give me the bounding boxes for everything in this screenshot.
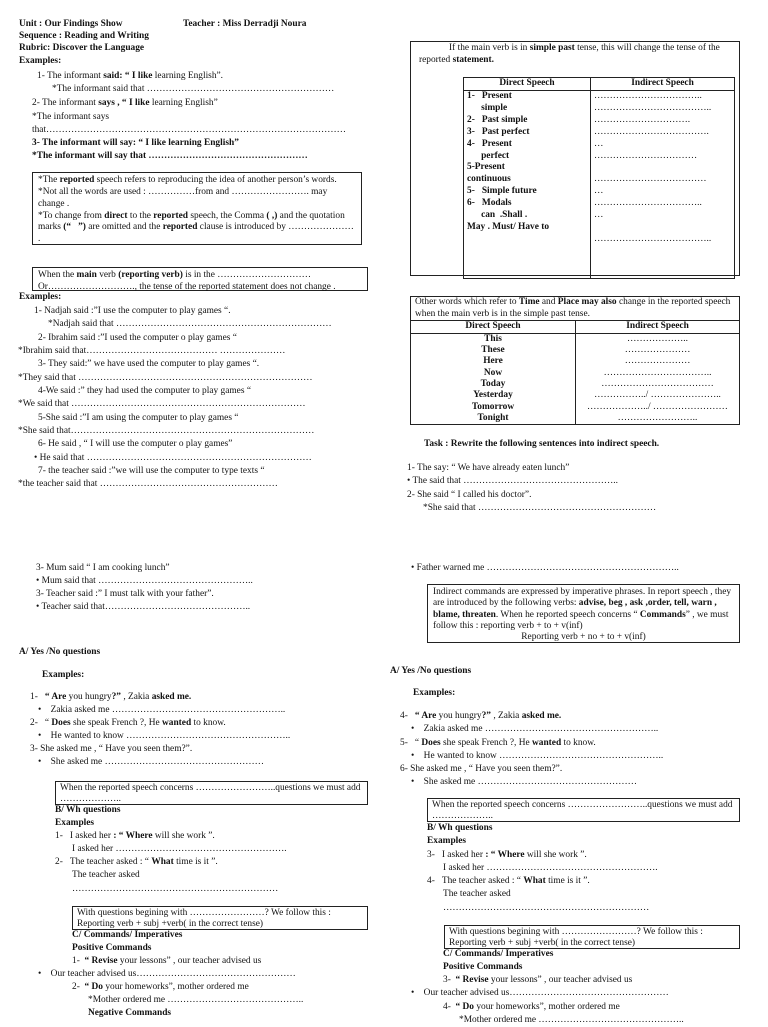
imperative-text: Indirect commands are expressed by imperative phrases. In report speech , they are introduced by the following verbs: advise, beg , ask ,order, tell, warn , blame, threaten. When he reported speech concerns “ Commands” , we must follow this : reporting verb + to + v(inf)	[433, 587, 732, 631]
list-item: • Mum said that …………………………………………..	[36, 576, 253, 587]
definition-box: *The reported speech refers to reproducing the idea of another person’s words. *Not all the words are used : ……………from and ……………………. may change . *To change from direct to the reported speech, the Comma ( ,) and the quotation marks (“ ”) are omitted and the reported clause is introduced by ………………… .	[32, 172, 362, 245]
right-q2: 5- “ Does she speak French ?, He wanted to know.	[400, 738, 596, 748]
right-wh-heading: B/ Wh questions	[427, 823, 493, 833]
right-q2-answer: • He wanted to know ……………………………………………..	[411, 751, 664, 761]
right-yes-no-heading: A/ Yes /No questions	[390, 666, 472, 676]
table-row	[411, 333, 740, 345]
right-c2: 4- “ Do your homeworks”, mother ordered me	[443, 1002, 620, 1012]
rubric-title: Rubric: Discover the Language	[19, 43, 145, 53]
left-wh-box: With questions begining with ……………………? We follow this : Reporting verb + subj +verb( in the correct tense)	[72, 906, 368, 930]
right-wh-box: With questions begining with ……………………? We follow this : Reporting verb + subj +verb( in the correct tense)	[444, 925, 740, 949]
indirect-word: ……………………..	[576, 413, 740, 425]
direct-word: Tonight	[411, 413, 576, 425]
left-yes-no-heading: A/ Yes /No questions	[19, 647, 101, 657]
right-c1: 3- “ Revise your lessons” , our teacher advised us	[443, 975, 633, 985]
right-c1-answer: • Our teacher advised us……………………………………………	[411, 988, 669, 998]
examples-2-list	[18, 305, 332, 492]
left-negative-heading: Negative Commands	[88, 1008, 172, 1018]
tense-indirect-column: …………………………….. ……………………………….. …………………………. ………………………………. … …………………………… ……………………………… … …………………………….. … ………………………………..	[591, 90, 735, 278]
list-item: 5-She said :”I am using the computer to play games “	[38, 412, 239, 423]
list-item: 3- They said:” we have used the computer to play games “.	[38, 359, 260, 370]
direct-word: Yesterday	[411, 390, 576, 401]
indirect-word: ………………../ ……………………	[576, 402, 740, 413]
main-verb-box	[32, 267, 368, 291]
list-item: • The said that …………………………………………..	[407, 476, 618, 487]
left-wh2: 2- The teacher asked : “ What time is it ”.	[55, 857, 218, 867]
example-1-answer: *The informant said that ……………………………………………………	[52, 84, 335, 94]
example-2: 2- The informant says , “ I like learning English”	[32, 98, 218, 108]
table-row	[411, 402, 740, 413]
list-item: *We said that …………………………………………………………………	[18, 399, 306, 410]
right-q3-answer: • She asked me ……………………………………………	[411, 777, 637, 787]
list-item: *Ibrahim said that…………………………………… …………………	[18, 346, 286, 357]
left-c1-answer: • Our teacher advised us……………………………………………	[38, 969, 296, 979]
direct-word: Tomorrow	[411, 402, 576, 413]
indirect-word: ……………../ …………………..	[576, 390, 740, 401]
example-3-answer: *The informant will say that ……………………………………………	[32, 151, 308, 161]
left-examples-heading: Examples:	[42, 670, 85, 680]
examples-heading: Examples:	[19, 56, 62, 66]
left-wh1-answer: I asked her ……………………………………………….	[72, 844, 287, 854]
left-c2-answer: *Mother ordered me ……………………………………..	[88, 995, 304, 1005]
list-item: 2- Ibrahim said :”I used the computer o play games “	[38, 332, 237, 343]
main-verb-line-1: When the main verb (reporting verb) is in the …………………………	[38, 270, 311, 280]
simple-past-box	[410, 41, 740, 276]
list-item: *Nadjah said that ……………………………………………………………	[48, 319, 332, 330]
list-item: 3- Teacher said :” I must talk with your father”.	[36, 589, 214, 600]
table-row	[411, 379, 740, 390]
example-1: 1- The informant said: “ I like learning English”.	[37, 71, 224, 81]
left-wh-examples: Examples	[55, 818, 95, 828]
example-2-answer: *The informant says	[32, 112, 110, 122]
imperative-box	[427, 584, 740, 643]
left-q1: 1- “ Are you hungry?” , Zakia asked me.	[30, 692, 192, 702]
time-head-indirect: Indirect Speech	[576, 321, 740, 334]
table-row	[411, 390, 740, 401]
tense-direct-column: 1- Present simple 2- Past simple 3- Past perfect 4- Present perfect 5-Present continuous 5- Simple future 6- Modals can .Shall . May . Must/ Have to	[464, 90, 591, 278]
examples-3-list	[36, 562, 253, 615]
task-list	[407, 462, 656, 515]
sequence-title: Sequence : Reading and Writing	[19, 31, 149, 41]
indirect-word: ………………..	[576, 333, 740, 345]
indirect-word: ………………………………	[576, 379, 740, 390]
list-item: 4-We said :” they had used the computer to play games “	[38, 386, 251, 397]
table-row	[411, 345, 740, 356]
list-item: 1- The say: “ We have already eaten lunch”	[407, 463, 570, 473]
list-item: 2- She said “ I called his doctor”.	[407, 489, 532, 500]
indirect-word: ……………………………..	[576, 368, 740, 379]
list-item: 7- the teacher said :”we will use the computer to type texts “	[38, 466, 265, 477]
left-wh2-answer: The teacher asked	[72, 870, 140, 880]
left-positive-heading: Positive Commands	[72, 943, 152, 953]
unit-title: Unit : Our Findings Show	[19, 19, 123, 29]
list-item: *She said that …………………………………………………	[423, 503, 657, 514]
right-wh2-answer-line: …………………………………………………………	[443, 903, 650, 913]
direct-word: This	[411, 333, 576, 345]
tense-head-direct: Direct Speech	[464, 78, 591, 91]
table-row	[411, 368, 740, 379]
right-commands-heading: C/ Commands/ Imperatives	[443, 949, 554, 959]
direct-word: Now	[411, 368, 576, 379]
direct-word: Today	[411, 379, 576, 390]
task-title: Task : Rewrite the following sentences into indirect speech.	[424, 439, 660, 449]
list-item: *the teacher said that …………………………………………………	[18, 479, 278, 490]
list-item: *She said that……………………………………………………………………	[18, 426, 315, 437]
direct-word: Here	[411, 356, 576, 367]
right-q1-answer: • Zakia asked me ………………………………………………..	[411, 724, 659, 734]
right-wh1: 3- I asked her : “ Where will she work ”.	[427, 850, 587, 860]
left-q3: 3- She asked me , “ Have you seen them?”.	[30, 744, 193, 754]
right-q1: 4- “ Are you hungry?” , Zakia asked me.	[400, 711, 562, 721]
left-c1: 1- “ Revise your lessons” , our teacher advised us	[72, 956, 262, 966]
left-yes-no-box: When the reported speech concerns ……………………..questions we must add ………………..	[55, 781, 368, 805]
left-wh2-answer-line: …………………………………………………………	[72, 884, 279, 894]
right-positive-heading: Positive Commands	[443, 962, 523, 972]
examples-2-heading: Examples:	[19, 292, 62, 302]
right-wh2: 4- The teacher asked : “ What time is it ”.	[427, 876, 590, 886]
left-wh1: 1- I asked her : “ Where will she work ”.	[55, 831, 215, 841]
right-c2-answer: *Mother ordered me ………………………………………..	[459, 1015, 684, 1025]
other-words-intro: Other words which refer to Time and Place may also change in the reported speech when the main verb is in the simple past tense.	[410, 296, 740, 321]
right-wh1-answer: I asked her ……………………………………………….	[443, 863, 658, 873]
list-item: *They said that …………………………………………………………………	[18, 372, 313, 383]
main-verb-line-2: Or………………………., the tense of the reported statement does not change .	[38, 281, 336, 292]
indirect-word: …………………	[576, 345, 740, 356]
time-place-table	[410, 320, 740, 425]
example-3: 3- The informant will say: “ I like learning English”	[32, 138, 239, 148]
list-item: 3- Mum said “ I am cooking lunch”	[36, 563, 170, 573]
tense-table	[463, 77, 735, 279]
left-q2-answer: • He wanted to know ……………………………………………..	[38, 731, 291, 741]
example-2-answer-line: that……………………………………………………………………………………	[32, 125, 347, 135]
list-item: 6- He said , “ I will use the computer o play games”	[38, 439, 233, 450]
left-q3-answer: • She asked me ……………………………………………	[38, 757, 264, 767]
left-q1-answer: • Zakia asked me ………………………………………………..	[38, 705, 286, 715]
right-wh2-answer: The teacher asked	[443, 889, 511, 899]
list-item: 1- Nadjah said :”I use the computer to play games “.	[34, 306, 231, 316]
list-item: • Teacher said that………………………………………..	[36, 602, 251, 613]
table-row	[411, 413, 740, 425]
direct-word: These	[411, 345, 576, 356]
list-item: • He said that ………………………………………………………………	[34, 452, 312, 463]
tense-head-indirect: Indirect Speech	[591, 78, 735, 91]
table-row	[411, 356, 740, 367]
right-examples-heading: Examples:	[413, 688, 456, 698]
left-commands-heading: C/ Commands/ Imperatives	[72, 930, 183, 940]
indirect-word: …………………	[576, 356, 740, 367]
right-wh-examples: Examples	[427, 836, 467, 846]
father-sentence: • Father warned me ……………………………………………………..	[411, 563, 679, 573]
left-q2: 2- “ Does she speak French ?, He wanted to know.	[30, 718, 226, 728]
imperative-formula: Reporting verb + no + to + v(inf)	[521, 632, 646, 643]
left-wh-heading: B/ Wh questions	[55, 805, 121, 815]
left-c2: 2- “ Do your homeworks”, mother ordered me	[72, 982, 249, 992]
simple-past-intro: If the main verb is in simple past tense, this will change the tense of the reported statement.	[419, 43, 720, 65]
right-q3: 6- She asked me , “ Have you seen them?”.	[400, 764, 563, 774]
teacher-name: Teacher : Miss Derradji Noura	[183, 19, 307, 29]
right-yes-no-box: When the reported speech concerns ……………………..questions we must add ………………..	[427, 798, 740, 822]
time-head-direct: Direct Speech	[411, 321, 576, 334]
